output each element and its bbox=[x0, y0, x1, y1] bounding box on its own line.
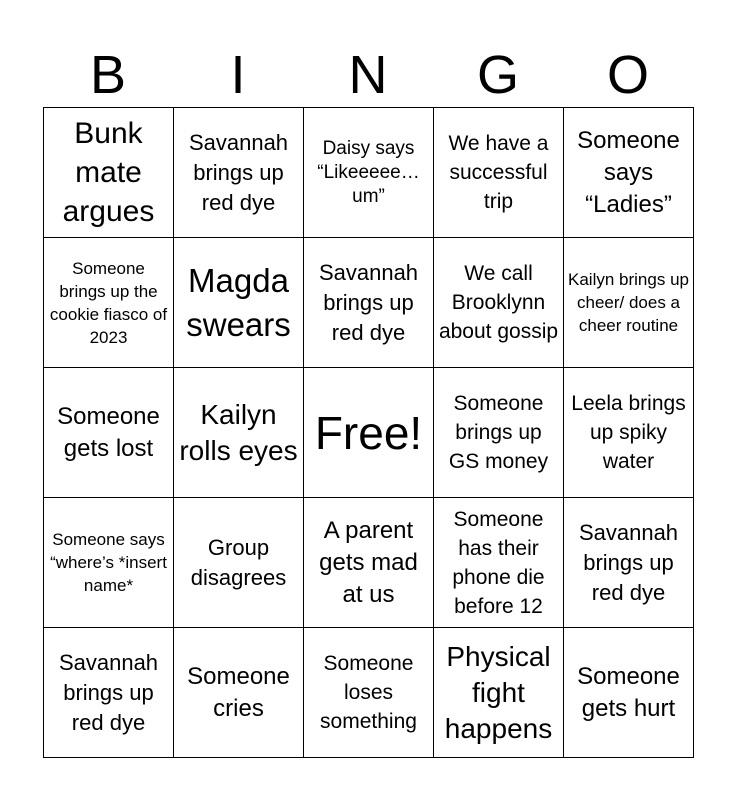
bingo-cell[interactable] bbox=[174, 498, 304, 628]
free-cell[interactable] bbox=[304, 368, 434, 498]
board-row bbox=[44, 628, 694, 758]
cell-text: Bunk mate argues bbox=[62, 117, 155, 228]
bingo-cell[interactable] bbox=[304, 238, 434, 368]
cell-text: Someone cries bbox=[187, 662, 290, 722]
header-letter-i: I bbox=[230, 45, 246, 105]
bingo-cell[interactable] bbox=[304, 628, 434, 758]
header-letter-o: O bbox=[606, 45, 649, 105]
bingo-cell[interactable] bbox=[564, 108, 694, 238]
bingo-cell[interactable] bbox=[564, 368, 694, 498]
cell-text: We call Brooklynn about gossip bbox=[438, 262, 559, 343]
board-row bbox=[44, 238, 694, 368]
cell-text: Magda swears bbox=[186, 261, 291, 343]
cell-text: Leela brings up spiky water bbox=[571, 392, 686, 473]
bingo-cell[interactable] bbox=[564, 498, 694, 628]
bingo-cell[interactable] bbox=[44, 108, 174, 238]
bingo-cell[interactable] bbox=[564, 238, 694, 368]
cell-text: Savannah brings up red dye bbox=[188, 129, 289, 215]
board-row bbox=[44, 498, 694, 628]
cell-text: Daisy says “Likeeeee… um” bbox=[317, 137, 420, 207]
bingo-cell[interactable] bbox=[434, 628, 564, 758]
cell-text: Someone brings up GS money bbox=[448, 392, 549, 473]
bingo-board bbox=[43, 107, 694, 758]
bingo-cell[interactable] bbox=[44, 628, 174, 758]
header-letter-n: N bbox=[348, 45, 388, 105]
cell-text: Someone loses something bbox=[320, 652, 417, 733]
bingo-cell[interactable] bbox=[174, 108, 304, 238]
cell-text: Savannah brings up red dye bbox=[578, 519, 679, 605]
cell-text: We have a successful trip bbox=[448, 132, 549, 213]
bingo-cell[interactable] bbox=[44, 368, 174, 498]
cell-text: A parent gets mad at us bbox=[319, 516, 418, 608]
bingo-cell[interactable] bbox=[44, 498, 174, 628]
bingo-cell[interactable] bbox=[174, 368, 304, 498]
cell-text: Someone has their phone die before 12 bbox=[452, 507, 545, 618]
bingo-header bbox=[43, 44, 693, 106]
bingo-cell[interactable] bbox=[434, 498, 564, 628]
bingo-cell[interactable] bbox=[564, 628, 694, 758]
bingo-cell[interactable] bbox=[174, 238, 304, 368]
cell-text: Someone gets lost bbox=[57, 402, 160, 462]
bingo-cell[interactable] bbox=[434, 368, 564, 498]
bingo-cell[interactable] bbox=[304, 108, 434, 238]
cell-text: Someone gets hurt bbox=[577, 662, 680, 722]
bingo-cell[interactable] bbox=[44, 238, 174, 368]
board-row bbox=[44, 108, 694, 238]
bingo-cell[interactable] bbox=[174, 628, 304, 758]
cell-text: Someone says “where’s *insert name* bbox=[50, 530, 167, 595]
cell-text: Someone says “Ladies” bbox=[577, 126, 680, 218]
cell-text: Savannah brings up red dye bbox=[318, 259, 419, 345]
header-letter-g: G bbox=[476, 45, 519, 105]
cell-text: Group disagrees bbox=[190, 534, 287, 590]
bingo-cell[interactable] bbox=[434, 108, 564, 238]
cell-text: Kailyn rolls eyes bbox=[179, 398, 298, 466]
header-letter-b: B bbox=[89, 45, 127, 105]
bingo-cell[interactable] bbox=[304, 498, 434, 628]
cell-text: Kailyn brings up cheer/ does a cheer routine bbox=[568, 270, 689, 335]
bingo-cell[interactable] bbox=[434, 238, 564, 368]
cell-text: Savannah brings up red dye bbox=[58, 649, 159, 735]
free-cell-text: Free! bbox=[314, 406, 423, 459]
board-row bbox=[44, 368, 694, 498]
cell-text: Physical fight happens bbox=[444, 640, 553, 744]
cell-text: Someone brings up the cookie fiasco of 2023 bbox=[49, 258, 168, 347]
